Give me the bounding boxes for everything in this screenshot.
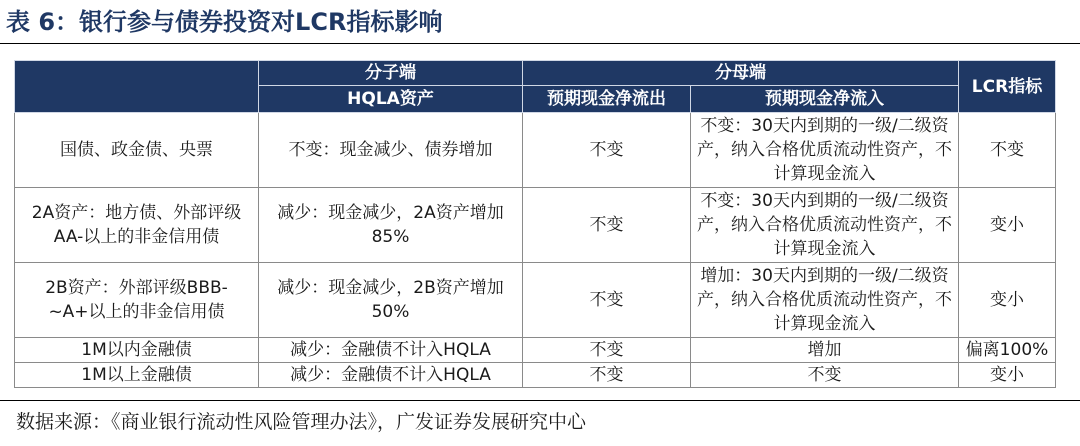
cell-inflow: 不变 <box>691 363 959 388</box>
cell-hqla: 减少：现金减少，2B资产增加50% <box>259 263 523 338</box>
cell-outflow: 不变 <box>523 263 691 338</box>
cell-inflow: 增加：30天内到期的一级/二级资产，纳入合格优质流动性资产，不计算现金流入 <box>691 263 959 338</box>
cell-outflow: 不变 <box>523 113 691 188</box>
title-rule <box>0 43 1080 44</box>
table-row <box>15 188 1056 263</box>
table-row <box>15 263 1056 338</box>
cell-lcr: 偏离100% <box>959 338 1056 363</box>
cell-asset: 2A资产：地方债、外部评级AA-以上的非金信用债 <box>15 188 259 263</box>
cell-asset: 国债、政金债、央票 <box>15 113 259 188</box>
cell-lcr: 不变 <box>959 113 1056 188</box>
cell-asset: 2B资产：外部评级BBB-~A+以上的非金信用债 <box>15 263 259 338</box>
cell-outflow: 不变 <box>523 363 691 388</box>
cell-asset: 1M以内金融债 <box>15 338 259 363</box>
cell-outflow: 不变 <box>523 338 691 363</box>
header-numerator: 分子端 <box>259 61 523 86</box>
header-hqla: HQLA资产 <box>259 86 523 113</box>
table-row <box>15 363 1056 388</box>
table-title: 表 6：银行参与债券投资对LCR指标影响 <box>6 8 443 36</box>
source-rule <box>0 400 1080 401</box>
cell-hqla: 不变：现金减少、债券增加 <box>259 113 523 188</box>
cell-asset: 1M以上金融债 <box>15 363 259 388</box>
header-lcr: LCR指标 <box>959 61 1056 113</box>
lcr-impact-table <box>14 60 1056 388</box>
cell-hqla: 减少：金融债不计入HQLA <box>259 338 523 363</box>
cell-lcr: 变小 <box>959 363 1056 388</box>
header-asset-blank <box>15 61 259 113</box>
cell-inflow: 不变：30天内到期的一级/二级资产，纳入合格优质流动性资产，不计算现金流入 <box>691 113 959 188</box>
table-row <box>15 338 1056 363</box>
cell-hqla: 减少：现金减少，2A资产增加85% <box>259 188 523 263</box>
cell-lcr: 变小 <box>959 263 1056 338</box>
cell-lcr: 变小 <box>959 188 1056 263</box>
cell-inflow: 增加 <box>691 338 959 363</box>
cell-hqla: 减少：金融债不计入HQLA <box>259 363 523 388</box>
cell-outflow: 不变 <box>523 188 691 263</box>
table-row <box>15 113 1056 188</box>
header-denominator: 分母端 <box>523 61 959 86</box>
header-inflow: 预期现金净流入 <box>691 86 959 113</box>
header-outflow: 预期现金净流出 <box>523 86 691 113</box>
cell-inflow: 不变：30天内到期的一级/二级资产，纳入合格优质流动性资产，不计算现金流入 <box>691 188 959 263</box>
source-note: 数据来源：《商业银行流动性风险管理办法》，广发证券发展研究中心 <box>16 411 587 433</box>
